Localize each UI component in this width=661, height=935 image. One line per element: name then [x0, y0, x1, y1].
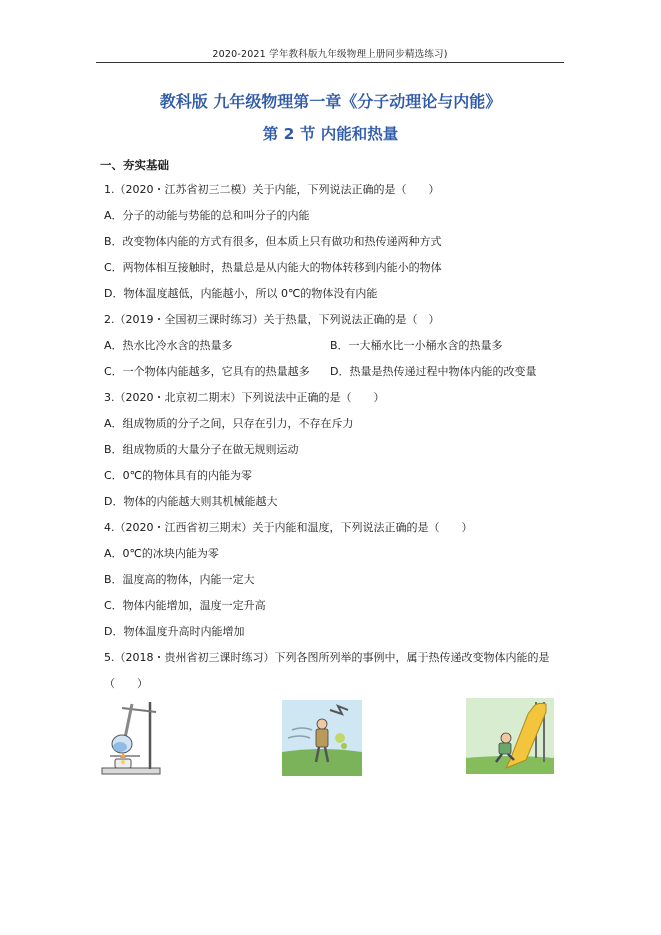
question-5-stem: 5.（2018・贵州省初三课时练习）下列各图所列举的事例中，属于热传递改变物体内能的是: [104, 651, 550, 664]
page-header: 2020-2021 学年教科版九年级物理上册同步精选练习): [212, 49, 448, 60]
question-4-option-d: D．物体温度升高时内能增加: [104, 625, 245, 638]
question-4-stem: 4.（2020・江西省初三期末）关于内能和温度，下列说法正确的是（ ）: [104, 521, 473, 534]
question-4-option-a: A．0℃的冰块内能为零: [104, 547, 219, 560]
question-2-option-c: C．一个物体内能越多，它具有的热量越多: [104, 365, 310, 378]
question-2-stem: 2.（2019・全国初三课时练习）关于热量，下列说法正确的是（ ）: [104, 313, 440, 326]
question-4-option-c: C．物体内能增加，温度一定升高: [104, 599, 266, 612]
section-heading: 一、夯实基础: [100, 158, 169, 172]
question-2-option-d: D．热量是热传递过程中物体内能的改变量: [330, 365, 537, 378]
question-3-option-c: C．0℃的物体具有的内能为零: [104, 469, 253, 482]
question-1-stem: 1.（2020・江苏省初三二模）关于内能，下列说法正确的是（ ）: [104, 183, 440, 196]
question-4-option-b: B．温度高的物体，内能一定大: [104, 573, 255, 586]
figure-man-in-wind: [282, 700, 362, 776]
question-3-stem: 3.（2020・北京初二期末）下列说法中正确的是（ ）: [104, 391, 385, 404]
question-3-option-b: B．组成物质的大量分子在做无规则运动: [104, 443, 299, 456]
question-1-option-d: D．物体温度越低，内能越小，所以 0℃的物体没有内能: [104, 287, 378, 300]
question-1-option-b: B．改变物体内能的方式有很多，但本质上只有做功和热传递两种方式: [104, 235, 442, 248]
question-3-option-a: A．组成物质的分子之间，只存在引力，不存在斥力: [104, 417, 354, 430]
question-5-stem-continued: （ ）: [104, 677, 148, 690]
document-title: 教科版 九年级物理第一章《分子动理论与内能》: [159, 92, 502, 111]
question-1-option-c: C．两物体相互接触时，热量总是从内能大的物体转移到内能小的物体: [104, 261, 442, 274]
question-2-option-b: B．一大桶水比一小桶水含的热量多: [330, 339, 503, 352]
figure-child-on-slide: [466, 698, 554, 774]
figure-heating-apparatus: [100, 698, 166, 780]
section-subtitle: 第 2 节 内能和热量: [262, 125, 399, 143]
question-2-option-a: A．热水比冷水含的热量多: [104, 339, 233, 352]
header-rule: [96, 62, 564, 63]
question-1-option-a: A．分子的动能与势能的总和叫分子的内能: [104, 209, 310, 222]
question-3-option-d: D．物体的内能越大则其机械能越大: [104, 495, 278, 508]
